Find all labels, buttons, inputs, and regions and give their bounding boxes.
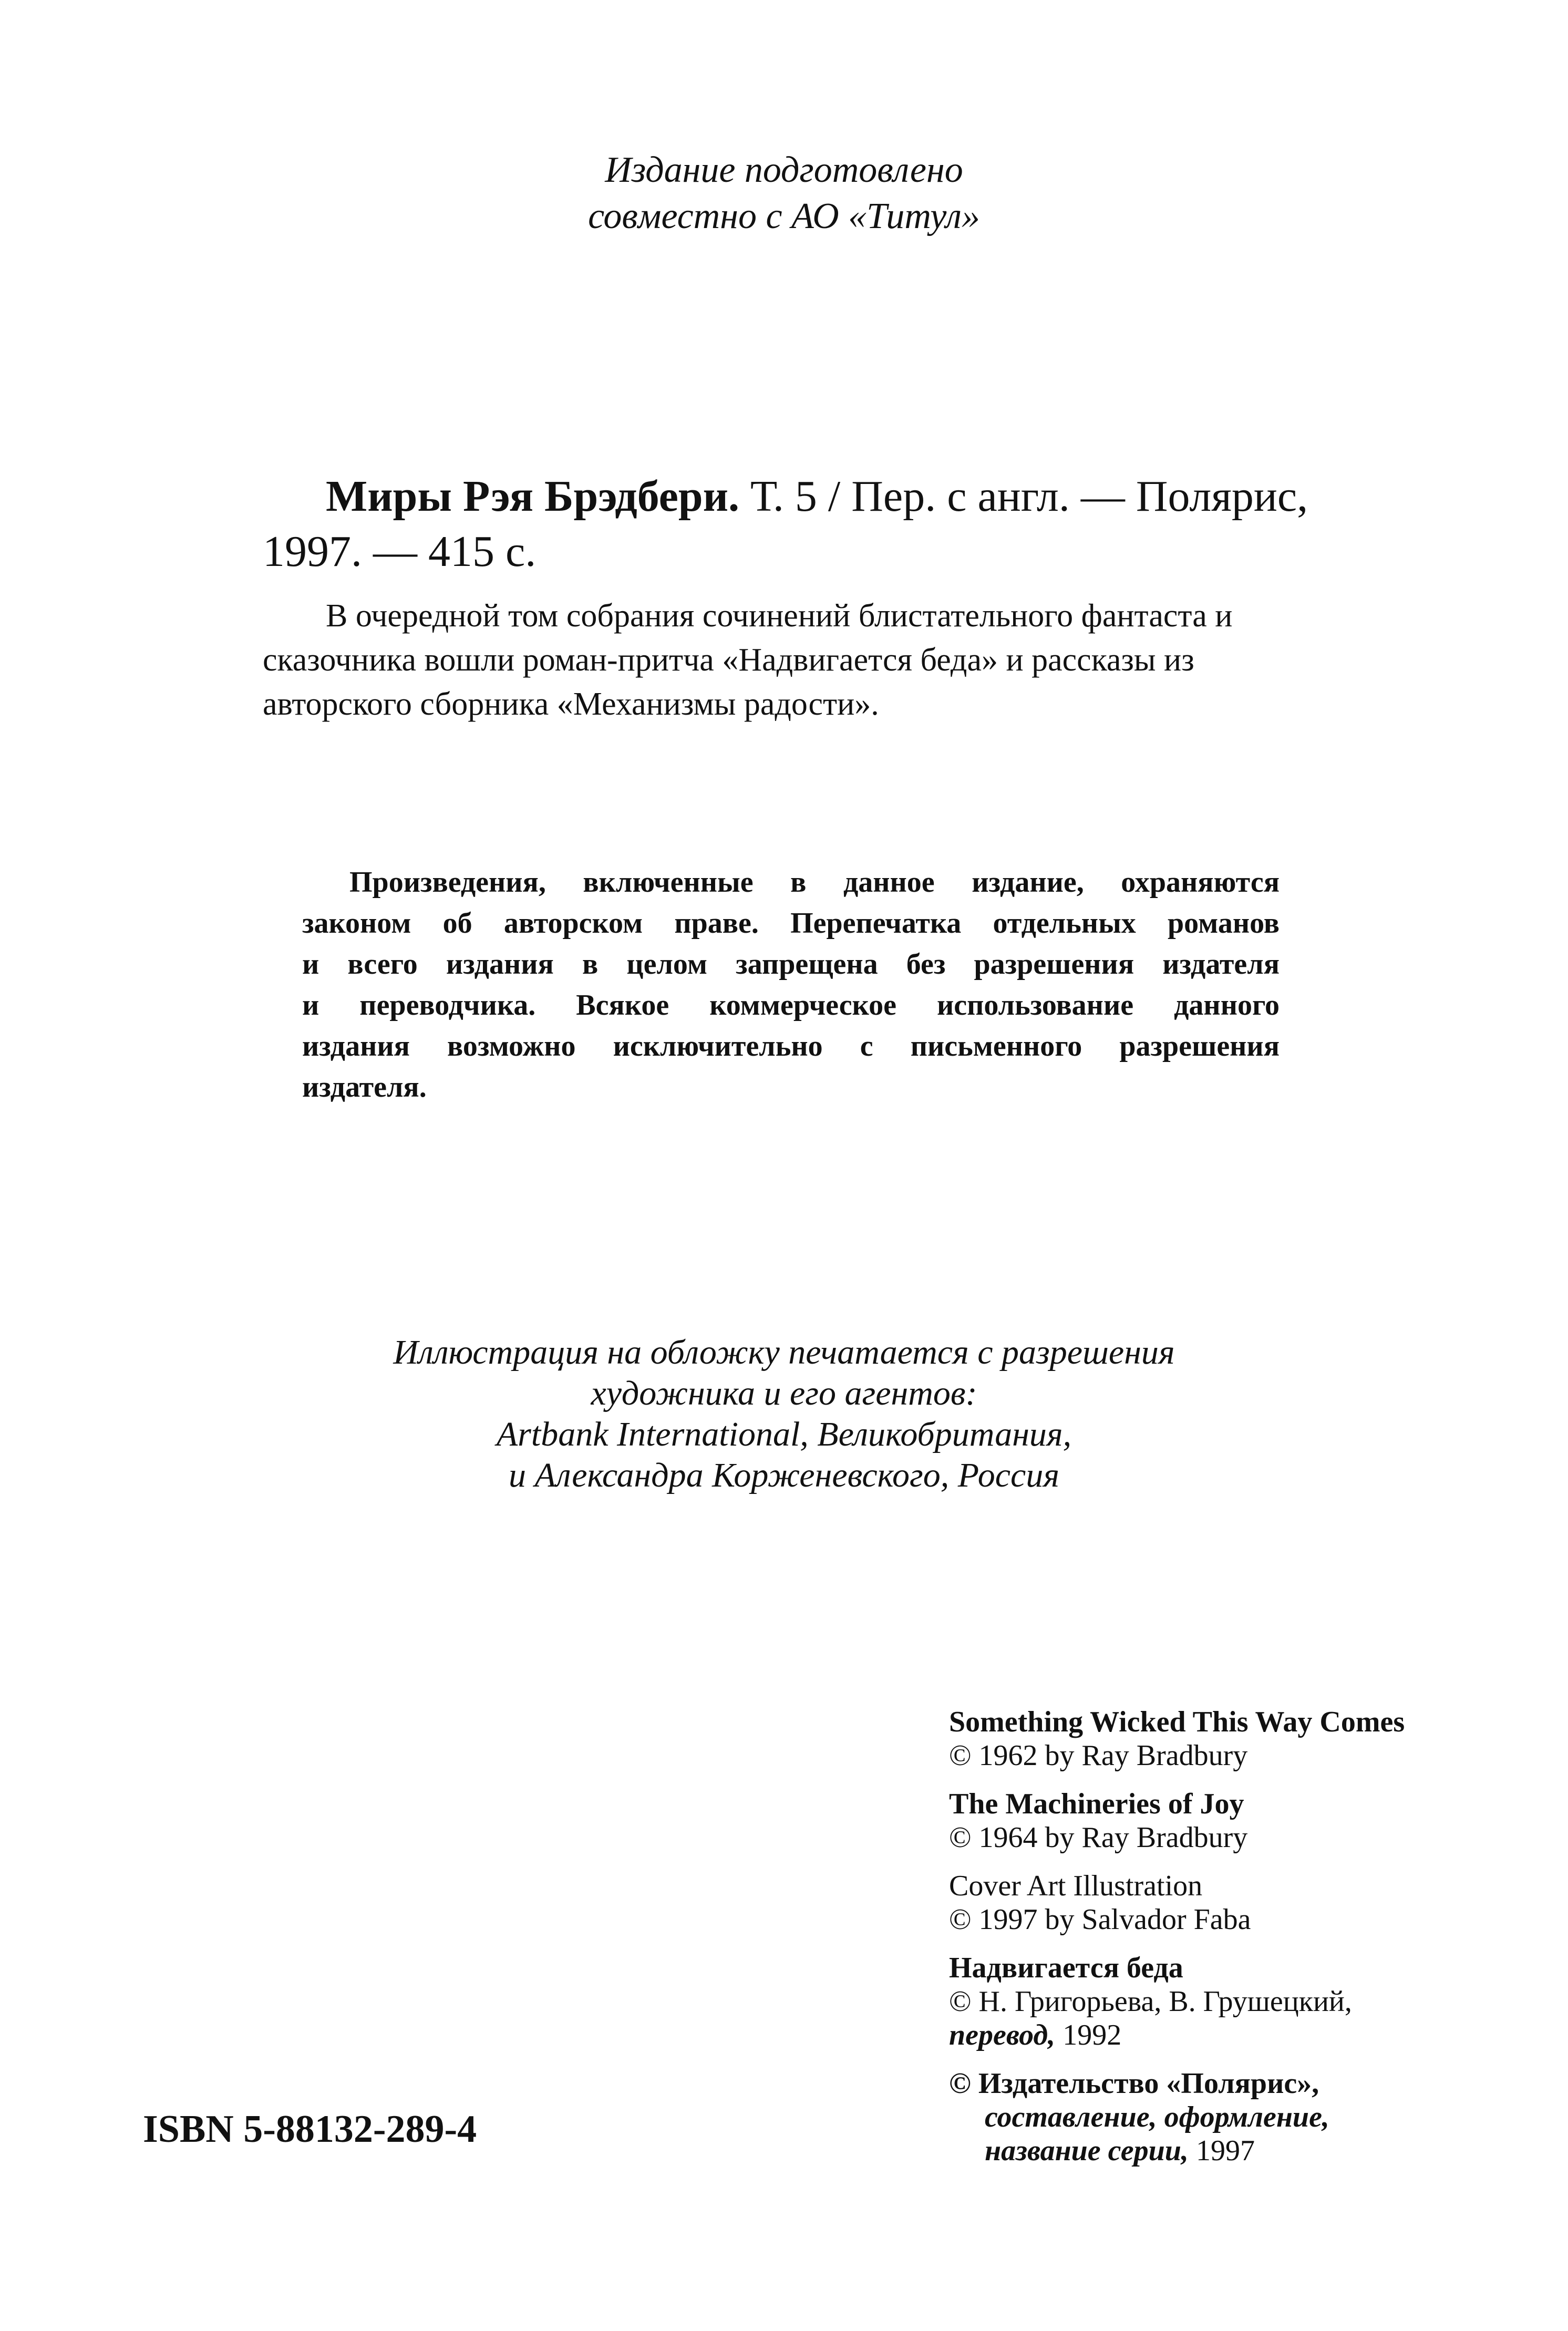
bibliographic-details: Т. 5 / Пер. с англ. — Полярис, (739, 472, 1308, 521)
copyright-notice-line: и переводчика. Всякое коммерческое использование данного (302, 989, 1280, 1022)
rights-copyright: © 1964 by Ray Bradbury (949, 1821, 1248, 1854)
copyright-notice-line: законом об авторском праве. Перепечатка отдельных романов (302, 907, 1280, 940)
illustration-credit-line: Иллюстрация на обложку печатается с разрешения (393, 1333, 1175, 1371)
bibliographic-entry (326, 470, 1308, 523)
annotation-line: сказочника вошли роман-притча «Надвигается беда» и рассказы из (263, 642, 1194, 678)
copyright-notice-line: издателя. (302, 1071, 427, 1103)
rights-column (949, 1705, 1474, 2182)
edition-note-line: Издание подготовлено (605, 150, 963, 190)
rights-title: Something Wicked This Way Comes (949, 1706, 1405, 1738)
rights-year: 1997 (1188, 2134, 1255, 2167)
illustration-credit (0, 1332, 1568, 1496)
rights-title: The Machineries of Joy (949, 1788, 1244, 1820)
rights-role: перевод, (949, 2019, 1056, 2051)
isbn: ISBN 5-88132-289-4 (143, 2108, 477, 2151)
annotation (263, 594, 1324, 726)
bibliographic-entry-continued (263, 525, 536, 578)
rights-year: 1992 (1055, 2019, 1122, 2051)
rights-entry-swtwc (949, 1705, 1474, 1772)
copyright-notice-line: и всего издания в целом запрещена без разрешения издателя (302, 948, 1280, 981)
publication-year-pages: 1997. — 415 с. (263, 527, 537, 576)
rights-title: Надвигается беда (949, 1952, 1183, 1984)
rights-role: составление, оформление, (985, 2101, 1329, 2133)
rights-copyright: © Н. Григорьева, В. Грушецкий, (949, 1985, 1352, 2018)
rights-entry-moj (949, 1787, 1474, 1854)
annotation-line: авторского сборника «Механизмы радости». (263, 686, 879, 722)
book-title: Миры Рэя Брэдбери. (326, 472, 740, 521)
rights-entry-publisher (949, 2067, 1474, 2168)
edition-note-line: совместно с АО «Титул» (588, 196, 980, 236)
illustration-credit-line: и Александра Корженевского, Россия (508, 1456, 1059, 1494)
rights-role: название серии, (985, 2134, 1189, 2167)
illustration-credit-line: художника и его агентов: (591, 1374, 977, 1412)
rights-copyright: © 1997 by Salvador Faba (949, 1903, 1251, 1936)
rights-entry-cover (949, 1869, 1474, 1936)
rights-copyright: © Издательство «Полярис», (949, 2067, 1319, 2100)
illustration-credit-line: Artbank International, Великобритания, (496, 1415, 1072, 1453)
copyright-notice (302, 862, 1280, 1108)
copyright-notice-line: Произведения, включенные в данное издание, охраняются (349, 866, 1280, 899)
annotation-line: В очередной том собрания сочинений блистательного фантаста и (326, 598, 1233, 634)
rights-entry-translation (949, 1951, 1474, 2052)
rights-title: Cover Art Illustration (949, 1870, 1203, 1902)
copyright-notice-line: издания возможно исключительно с письменного разрешения (302, 1030, 1280, 1063)
edition-note (0, 147, 1568, 240)
rights-copyright: © 1962 by Ray Bradbury (949, 1739, 1248, 1772)
